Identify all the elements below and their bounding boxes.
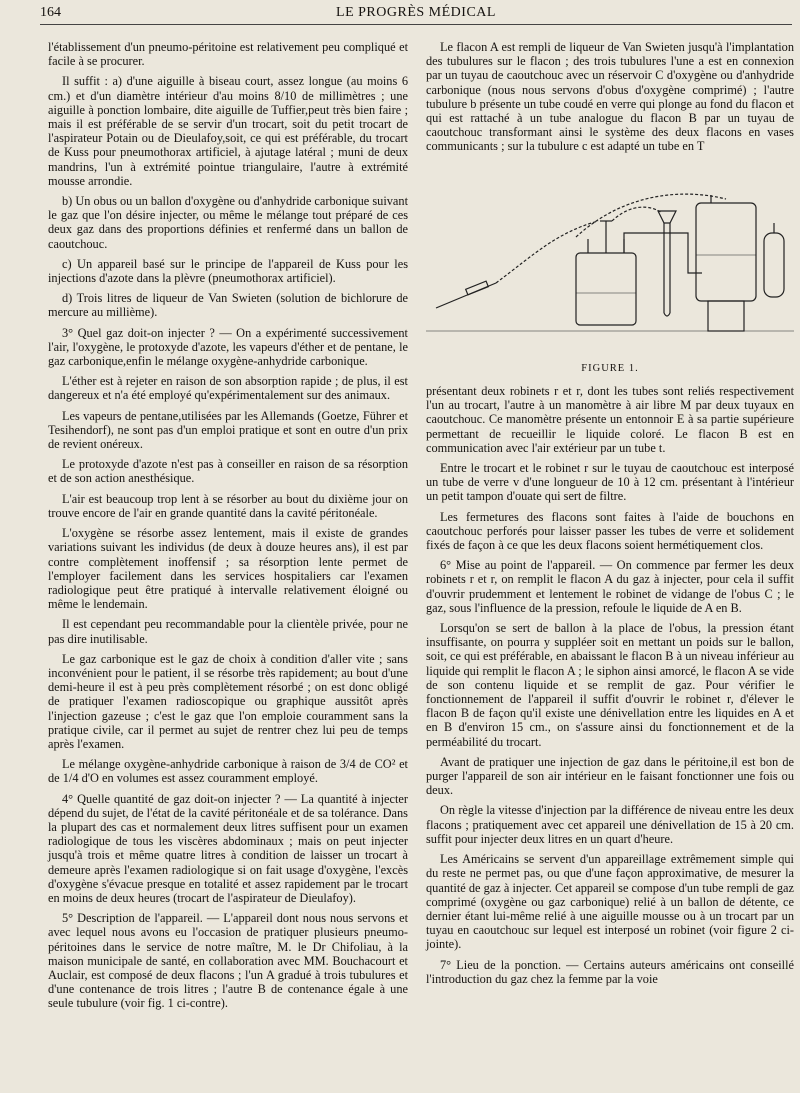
paragraph: Les fermetures des flacons sont faites à l'aide de bouchons en caoutchouc perforés pour laisser passer les tubes de verre et solidement fixés de façon à ce que les deux flacons soient hermétiquement clos. (426, 509, 794, 553)
paragraph: Entre le trocart et le robinet r sur le tuyau de caoutchouc est interposé un tube de verre v d'une longueur de 10 à 12 cm. présentant à l'intérieur un petit tampon d'ouate qui sert de filtre. (426, 461, 794, 504)
paragraph: Les Américains se servent d'un appareillage extrêmement simple qui du reste ne permet pas, ou que d'une façon approximative, de mesurer la quantité de gaz à injecter. Cet appareil se compose d'un tube rempli de gaz comprimé (oxygène ou gaz carbonique) relié à un ballon de détente, ce dernier étant lui-même relié à une aiguille mousse ou à un trocart par un tuyau en caoutchouc sur lequel est interposé un robinet (voir figure 2 ci-jointe). (426, 852, 794, 952)
section-4-paragraph: 4° Quelle quantité de gaz doit-on injecter ? — La quantité à injecter dépend du sujet, de l'état de la cavité péritonéale et de sa tolérance. Dans la plupart des cas et normalement deux litres suffisent pour un examen radiologique de tous les viscères abdominaux ; mais on peut injecter jusqu'à trois et même quatre litres à condition de laisser un trocart à demeure après l'examen radiologique si on fait usage d'oxygène, l'excès d'oxygène s'évacue presque en totalité et assez rapidement par le trocart en moins de deux heures (trocart de l'aspirateur de Dieulafoy). (48, 791, 408, 905)
reservoir-c (764, 233, 784, 297)
paragraph: On règle la vitesse d'injection par la différence de niveau entre les deux flacons ; pratiquement avec cet appareil une dénivellation de 15 à 20 cm. suffit pour injecter deux litres en un quart d'heure. (426, 803, 794, 846)
section-3-paragraph: 3° Quel gaz doit-on injecter ? — On a expérimenté successivement l'air, l'oxygène, le protoxyde d'azote, les vapeurs d'éther et de pentane, le gaz carbonique,enfin le mélange oxygène-anhydride carbonique. (48, 325, 408, 369)
paragraph: Avant de pratiquer une injection de gaz dans le péritoine,il est bon de purger l'appareil de son air intérieur en le faisant fonctionner une fois ou deux. (426, 754, 794, 798)
paragraph: L'oxygène se résorbe assez lentement, mais il existe de grandes variations suivant les individus (de deux à douze heures ans), il est par contre complètement inoffensif ; sa résorption lente permet de l'employer facilement dans les services hospitaliers car l'examen radiologique peut être pratiqué à intervalle relativement éloigné ou même le lendemain. (48, 526, 408, 612)
paragraph: L'air est beaucoup trop lent à se résorber au bout du dixième jour on trouve encore de l'air en grande quantité dans la cavité péritonéale. (48, 491, 408, 520)
paragraph: Le protoxyde d'azote n'est pas à conseiller en raison de sa résorption et de son action anesthésique. (48, 457, 408, 486)
section-5-paragraph: 5° Description de l'appareil. — L'appareil dont nous nous servons et avec lequel nous avons eu l'occasion de pratiquer plusieurs pneumo-péritoines dans le service de notre maître, M. le Dr Chifoliau, à la maison municipale de santé, en collaboration avec MM. Bouchacourt et Auclair, est composé de deux flacons ; l'un A gradué à trois tubulures et d'une contenance de trois litres ; l'autre B de contenance égale à une seule tubulure (voir fig. 1 ci-contre). (48, 911, 408, 1011)
flask-b (696, 203, 756, 301)
rubber-tube-trocart (496, 221, 598, 283)
paragraph: présentant deux robinets r et r, dont les tubes sont reliés respectivement l'un au trocart, l'autre à un manomètre à air libre M par deux tuyaux en caoutchouc. Ce manomètre présente un entonnoir E à sa partie supérieure permettant de recueillir le liquide coloré. Le flacon B est en communication avec l'air extérieur par un tube t. (426, 384, 794, 455)
flask-a (576, 253, 636, 325)
paragraph: Le flacon A est rempli de liqueur de Van Swieten jusqu'à l'implantation des tubulures sur le flacon ; des trois tubulures l'une a est en connexion par un tuyau de caoutchouc avec un réservoir C d'oxygène ou d'anhydride carbonique (nous nous servons d'obus d'oxygène comprimé) ; l'autre tubulure b présente un tube coudé en verre qui plonge au fond du flacon et qui est rattaché à un tube analogue du flacon B par un tuyau de caoutchouc transformant ainsi le système des deux flacons en vases communicants ; sur la tubulure c est adapté un tube en T (426, 40, 794, 154)
paragraph: b) Un obus ou un ballon d'oxygène ou d'anhydride carbonique suivant le gaz que l'on désire injecter, ou même le mélange tout préparé de ces deux gaz dans des proportions définies et renfermé dans un ballon de caoutchouc. (48, 194, 408, 251)
paragraph: Il suffit : a) d'une aiguille à biseau court, assez longue (au moins 6 cm.) et d'un diamètre intérieur d'au moins 8/10 de millimètres ; une aiguille à ponction lombaire, dite aiguille de Tuffier,peut très bien faire ; mais il est préférable de se servir d'un trocart, soit du petit trocart de l'aspirateur Potain ou de Dieulafoy,soit, ce qui est préférable, du trocart de Kuss pour pneumothorax artificiel, à ajutage latéral ; muni de deux mandrins, l'un à extrémité pointue triangulaire, l'autre à extrémité mousse arrondie. (48, 74, 408, 188)
page-number: 164 (40, 5, 61, 20)
section-6-paragraph: 6° Mise au point de l'appareil. — On commence par fermer les deux robinets r et r, on remplit le flacon A du gaz à injecter, pour cela il suffit d'ouvrir prudemment et lentement le robinet de vidange de l'obus C ; le gaz, sous l'influence de la pression, refoule le liquide de A en B. (426, 558, 794, 615)
filter-tube-v (466, 281, 489, 295)
paragraph: L'éther est à rejeter en raison de son absorption rapide ; de plus, il est dangereux et n'a été employé qu'expérimentalement sur des animaux. (48, 374, 408, 403)
paragraph: Il est cependant peu recommandable pour la clientèle privée, pour ne pas dire inutilisable. (48, 617, 408, 646)
paragraph: Le gaz carbonique est le gaz de choix à condition d'aller vite ; sans inconvénient pour le patient, il se résorbe très rapidement; au bout d'une demi-heure il est à peu près complètement résorbé ; on est donc obligé de pratiquer l'examen radioscopique ou graphique aussitôt après l'injection gazeuse ; c'est le gaz que l'on emploie couramment sans la pratique civile, car il permet au sujet de rentrer chez lui peu de temps après l'examen. (48, 651, 408, 751)
figure-caption: FIGURE 1. (581, 363, 639, 374)
right-column-top (426, 40, 794, 160)
paragraph: c) Un appareil basé sur le principe de l'appareil de Kuss pour les injections d'azote dans la plèvre (pneumothorax artificiel). (48, 256, 408, 286)
flask-b-stand (708, 301, 744, 331)
figure-1-apparatus (426, 193, 794, 373)
paragraph: Lorsqu'on se sert de ballon à la place de l'obus, la pression étant insuffisante, on pourra y suppléer soit en mettant un poids sur le ballon, soit, ce qui est préférable, en abaissant le flacon B à un niveau inférieur au liquide qui remplit le flacon A ; le siphon ainsi amorcé, le flacon A se vide de son contenu liquide et se remplit de gaz. Pour vérifier le fonctionnement de l'appareil il suffit d'ouvrir le robinet r, d'élever le flacon B de façon qu'il existe une dénivellation entre les liquides en A et en B d'environ 15 cm., on s'assure ainsi du fonctionnement et de la perméabilité du trocart. (426, 621, 794, 749)
paragraph: l'établissement d'un pneumo-péritoine est relativement peu compliqué et facile à se procurer. (48, 40, 408, 69)
paragraph: Le mélange oxygène-anhydride carbonique à raison de 3/4 de CO² et de 1/4 d'O en volumes est assez couramment employé. (48, 757, 408, 786)
section-7-paragraph: 7° Lieu de la ponction. — Certains auteurs américains ont conseillé l'introduction du gaz chez la femme par la voie (426, 957, 794, 986)
journal-title: LE PROGRÈS MÉDICAL (336, 5, 496, 20)
paragraph: d) Trois litres de liqueur de Van Swieten (solution de bichlorure de mercure au millième). (48, 291, 408, 320)
apparatus-illustration (426, 193, 794, 363)
left-column (48, 40, 408, 1017)
right-column-bottom (426, 384, 794, 992)
funnel-e (658, 211, 676, 223)
paragraph: Les vapeurs de pentane,utilisées par les Allemands (Goetze, Führer et Tesihendorf), ne sont pas d'un emploi pratique et sont en outre d'un prix de revient onéreux. (48, 408, 408, 452)
page-header (40, 4, 792, 25)
